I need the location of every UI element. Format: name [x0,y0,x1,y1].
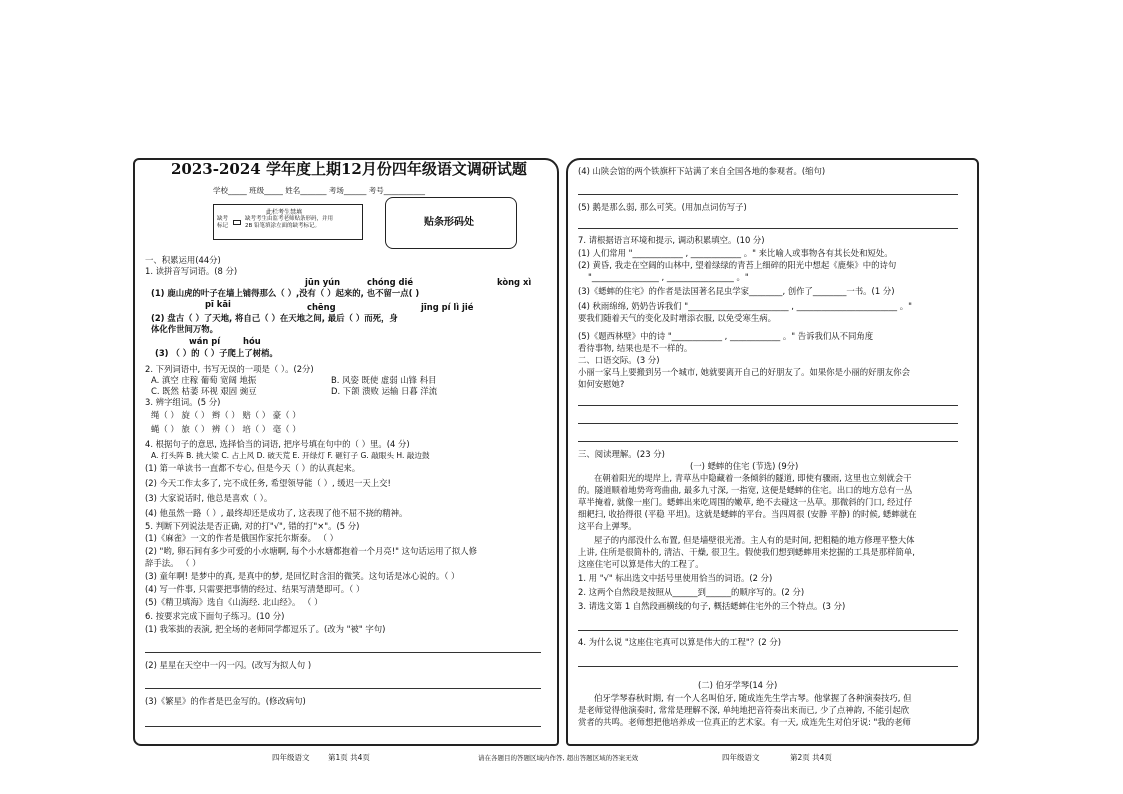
pinyin: wán pí [189,336,221,346]
answer-line[interactable] [578,441,958,442]
pinyin: chóng dié [367,277,414,287]
option-c: C. 既然 枯萎 环视 艰固 豌豆 [151,386,257,396]
question-line: 绳（ ） 旋（ ） 辫（ ） 赔（ ） 豪（ ） [151,410,301,420]
question-line: (2) 黄昏, 我走在空阔的山林中, 望着绿绿的青苔上细碎的阳光中想起《鹿柴》中的诗句 [578,260,897,270]
passage-line: 细耙扫, 收拾得很 (平稳 平坦)。这就是蟋蟀的平台。当四周很 (安静 平静) 的时候, 蟋蟀就在 [578,509,917,519]
notice-heading: 此栏考生禁填 [266,209,303,216]
answer-line[interactable] [578,423,958,424]
section-1-heading: 一、积累运用(44分) [145,255,221,265]
passage-2-title: (二) 伯牙学琴(14 分) [698,680,778,690]
passage-line: 上讲, 住所是很简朴的, 清洁、干燥, 很卫生。假使我们想到蟋蟀用来挖掘的工具是那样简单, [578,547,915,557]
question-line: (4) 他虽然一路（ ）, 最终却还是成功了, 这表现了他不屈不挠的精神。 [145,508,408,518]
passage-line: 是老师觉得他演奏时, 常常是理解不深, 单纯地把音符奏出来而已, 少了点神韵, 不能引起欣 [578,705,910,715]
barcode-label: 贴条形码处 [424,217,474,228]
question-7: 7. 请根据语言环境和提示, 调动积累填空。(10 分) [578,235,765,245]
notice-line-1: 缺考考生由监考老师贴条形码，并用 [245,216,334,222]
pinyin: jūn yún [305,277,341,287]
question-line: 蝇（ ） 旅（ ） 辨（ ） 培（ ） 毫（ ） [151,424,301,434]
question-line: (2) 星星在天空中一闪一闪。(改写为拟人句 ) [145,660,312,670]
question-line: (5)《题西林壁》中的诗 "____________ , ____________ 。" 告诉我们从不同角度 [578,331,874,341]
barcode-area [385,197,517,249]
question-line: 2. 这两个自然段是按照从______到______的顺序写的。(2 分) [578,587,805,597]
question-line: 体化作世间万物。 [151,324,218,334]
question-line: (1) 第一单读书一直都不专心, 但是今天（ ）的认真起来。 [145,463,361,473]
question-6: 6. 按要求完成下面句子练习。(10 分) [145,611,285,621]
passage-line: 这平台上弹琴。 [578,521,637,531]
question-line: (1) 人们常用 "____________ , ____________ 。" 来比喻人或事物各有其长处和短处。 [578,248,893,258]
absent-label: 缺考 标记 [217,216,229,229]
answer-line[interactable] [145,726,541,727]
question-line: (3)《繁星》的作者是巴金写的。(修改病句) [145,696,306,706]
answer-line[interactable] [578,405,958,406]
passage-line: 这座住宅可以算是伟大的工程了。 [578,559,704,569]
question-line: (3) 大家说话时, 他总是喜欢（ ）。 [145,493,273,503]
question-line: (4) 山陕会馆的两个铁旗杆下站满了来自全国各地的参观者。(缩句) [578,166,826,176]
pinyin: pī kāi [205,299,231,309]
absent-checkbox[interactable] [233,220,241,225]
answer-line[interactable] [578,630,958,631]
exam-page-2 [566,158,979,746]
section-3-heading: 三、阅读理解。(23 分) [578,449,665,459]
option-d: D. 下颌 溃败 运输 日暮 洋流 [331,386,438,396]
question-line: (2) "哟, 卵石间有多少可爱的小水塘啊, 每个小水塘都抱着一个月亮!" 这句话运用了拟人修 [145,546,478,556]
question-4: 4. 根据句子的意思, 选择恰当的词语, 把序号填在句中的（ ）里。(4 分) [145,439,410,449]
question-line: 4. 为什么说 "这座住宅真可以算是伟大的工程"？(2 分) [578,637,782,647]
passage-line: 草半掩着, 就像一座门。蟋蟀出来吃周围的嫩草, 绝不去碰这一丛草。那微斜的门口, 经过仔 [578,497,913,507]
question-line: (5)《精卫填海》选自《山海经. 北山经》。 （ ） [145,597,323,607]
no-fill-notice-box [213,204,363,240]
question-line: (4) 秋雨绵绵, 奶奶告诉我们 "________________________ , ________________________ 。" [578,301,912,311]
footer-page-left: 第1页 共4页 [328,753,370,762]
question-line: 1. 用 "√" 标出选文中括号里使用恰当的词语。(2 分) [578,573,773,583]
question-5: 5. 判断下列说法是否正确, 对的打"√", 错的打"×"。(5 分) [145,521,360,531]
question-line: 3. 请选文第 1 自然段画横线的句子, 概括蟋蟀住宅外的三个特点。(3 分) [578,601,846,611]
answer-line[interactable] [578,228,958,229]
answer-line[interactable] [578,666,958,667]
option-b: B. 风姿 既使 虚弱 山锋 科目 [331,375,437,385]
question-line: (2) 今天工作太多了, 完不成任务, 希望领导能（ ）, 缓迟一天上交! [145,478,391,488]
question-line: (5) 鹅是那么弱, 那么可笑。(用加点词仿写子) [578,202,747,212]
footer-subject-right: 四年级语文 [722,753,760,762]
question-line: (2) 盘古（ ）了天地, 将自己（ ）在天地之间, 最后（ ）而死，身 [151,313,398,323]
option-a: A. 滇空 庄稼 葡萄 宽阔 地振 [151,375,257,385]
exam-page-1 [133,158,559,746]
question-3: 3. 辨字组词。(5 分) [145,397,221,407]
footer-notice: 请在各题目的答题区域内作答, 超出答题区域的答案无效 [478,754,639,762]
question-2: 2. 下列词语中, 书写无误的一项是（ ）。(2分) [145,364,314,374]
passage-line: 的。隧道顺着地势弯弯曲曲, 最多九寸深, 一指宽, 这便是蟋蟀的住宅。出口的地方总有一丛 [578,485,913,495]
question-line: (1) 我笨拙的表演, 把全场的老师同学都逗乐了。(改为 "被" 字句) [145,624,386,634]
notice-line-2: 2B 铅笔填涂左面的缺考标记。 [245,223,321,229]
pinyin: kòng xì [497,277,532,287]
student-info-line: 学校_____ 班级_____ 姓名_______ 考场______ 考号___________ [213,186,426,195]
passage-line: 在朝着阳光的堤岸上, 青草丛中隐藏着一条倾斜的隧道, 即使有骤雨, 这里也立刻就会干 [594,473,912,483]
passage-line: 伯牙学琴春秋时期, 有一个人名叫伯牙, 随成连先生学古琴。他掌握了各种演奏技巧, 但 [594,693,912,703]
pinyin: hóu [243,336,261,346]
question-line: 如何安慰她? [578,379,625,389]
question-line: 要我们随着天气的变化及时增添衣服, 以免受寒生病。 [578,313,776,323]
question-line: 看待事物, 结果也是不一样的。 [578,343,693,353]
question-line: 小丽一家马上要搬到另一个城市, 她就要离开自己的好朋友了。如果你是小丽的好朋友你会 [578,367,910,377]
answer-line[interactable] [145,688,541,689]
pinyin: jīng pí lì jié [421,302,474,312]
question-line: (1)《麻雀》一文的作者是俄国作家托尔斯泰。 （ ） [145,533,339,543]
page-title: 2023-2024 学年度上期12月份四年级语文调研试题 [171,160,527,178]
passage-1-title: (一) 蟋蟀的住宅 (节选) (9分) [690,461,799,471]
question-line: "________________ , ________________ 。" [588,272,749,282]
question-line: 辞手法。 （ ） [145,558,201,568]
footer-page-right: 第2页 共4页 [790,753,832,762]
question-line: (1) 鹿山虎的叶子在墙上铺得那么（ ）,没有（ ）起来的, 也不留一点( ) [151,288,420,298]
answer-line[interactable] [145,652,541,653]
question-1: 1. 读拼音写词语。(8 分) [145,266,238,276]
passage-line: 屋子的内部没什么布置, 但是墙壁很光滑。主人有的是时间, 把粗糙的地方修理平整大体 [594,535,915,545]
word-options: A. 打头阵 B. 挑大梁 C. 占上风 D. 破天荒 E. 开绿灯 F. 砸钉子 G. 敲眼头 H. 敲边鼓 [151,451,430,460]
footer-subject-left: 四年级语文 [272,753,310,762]
question-line: (3) （ ）的（ ）子爬上了树梢。 [155,348,278,358]
question-line: (3)《蟋蟀的住宅》的作者是法国著名昆虫学家________, 创作了________一书。(1 分) [578,286,895,296]
question-line: (4) 写一件事, 只需要把事情的经过、结果写清楚即可。（ ） [145,584,365,594]
pinyin: chēng [307,302,336,312]
section-2-heading: 二、口语交际。(3 分) [578,355,660,365]
passage-line: 赏者的共鸣。老师想把他培养成一位真正的艺术家。有一天, 成连先生对伯牙说: "我的老师 [578,717,911,727]
answer-line[interactable] [578,194,958,195]
question-line: (3) 童年啊! 是梦中的真, 是真中的梦, 是回忆时含泪的微笑。这句话是冰心说的。（ ） [145,571,460,581]
